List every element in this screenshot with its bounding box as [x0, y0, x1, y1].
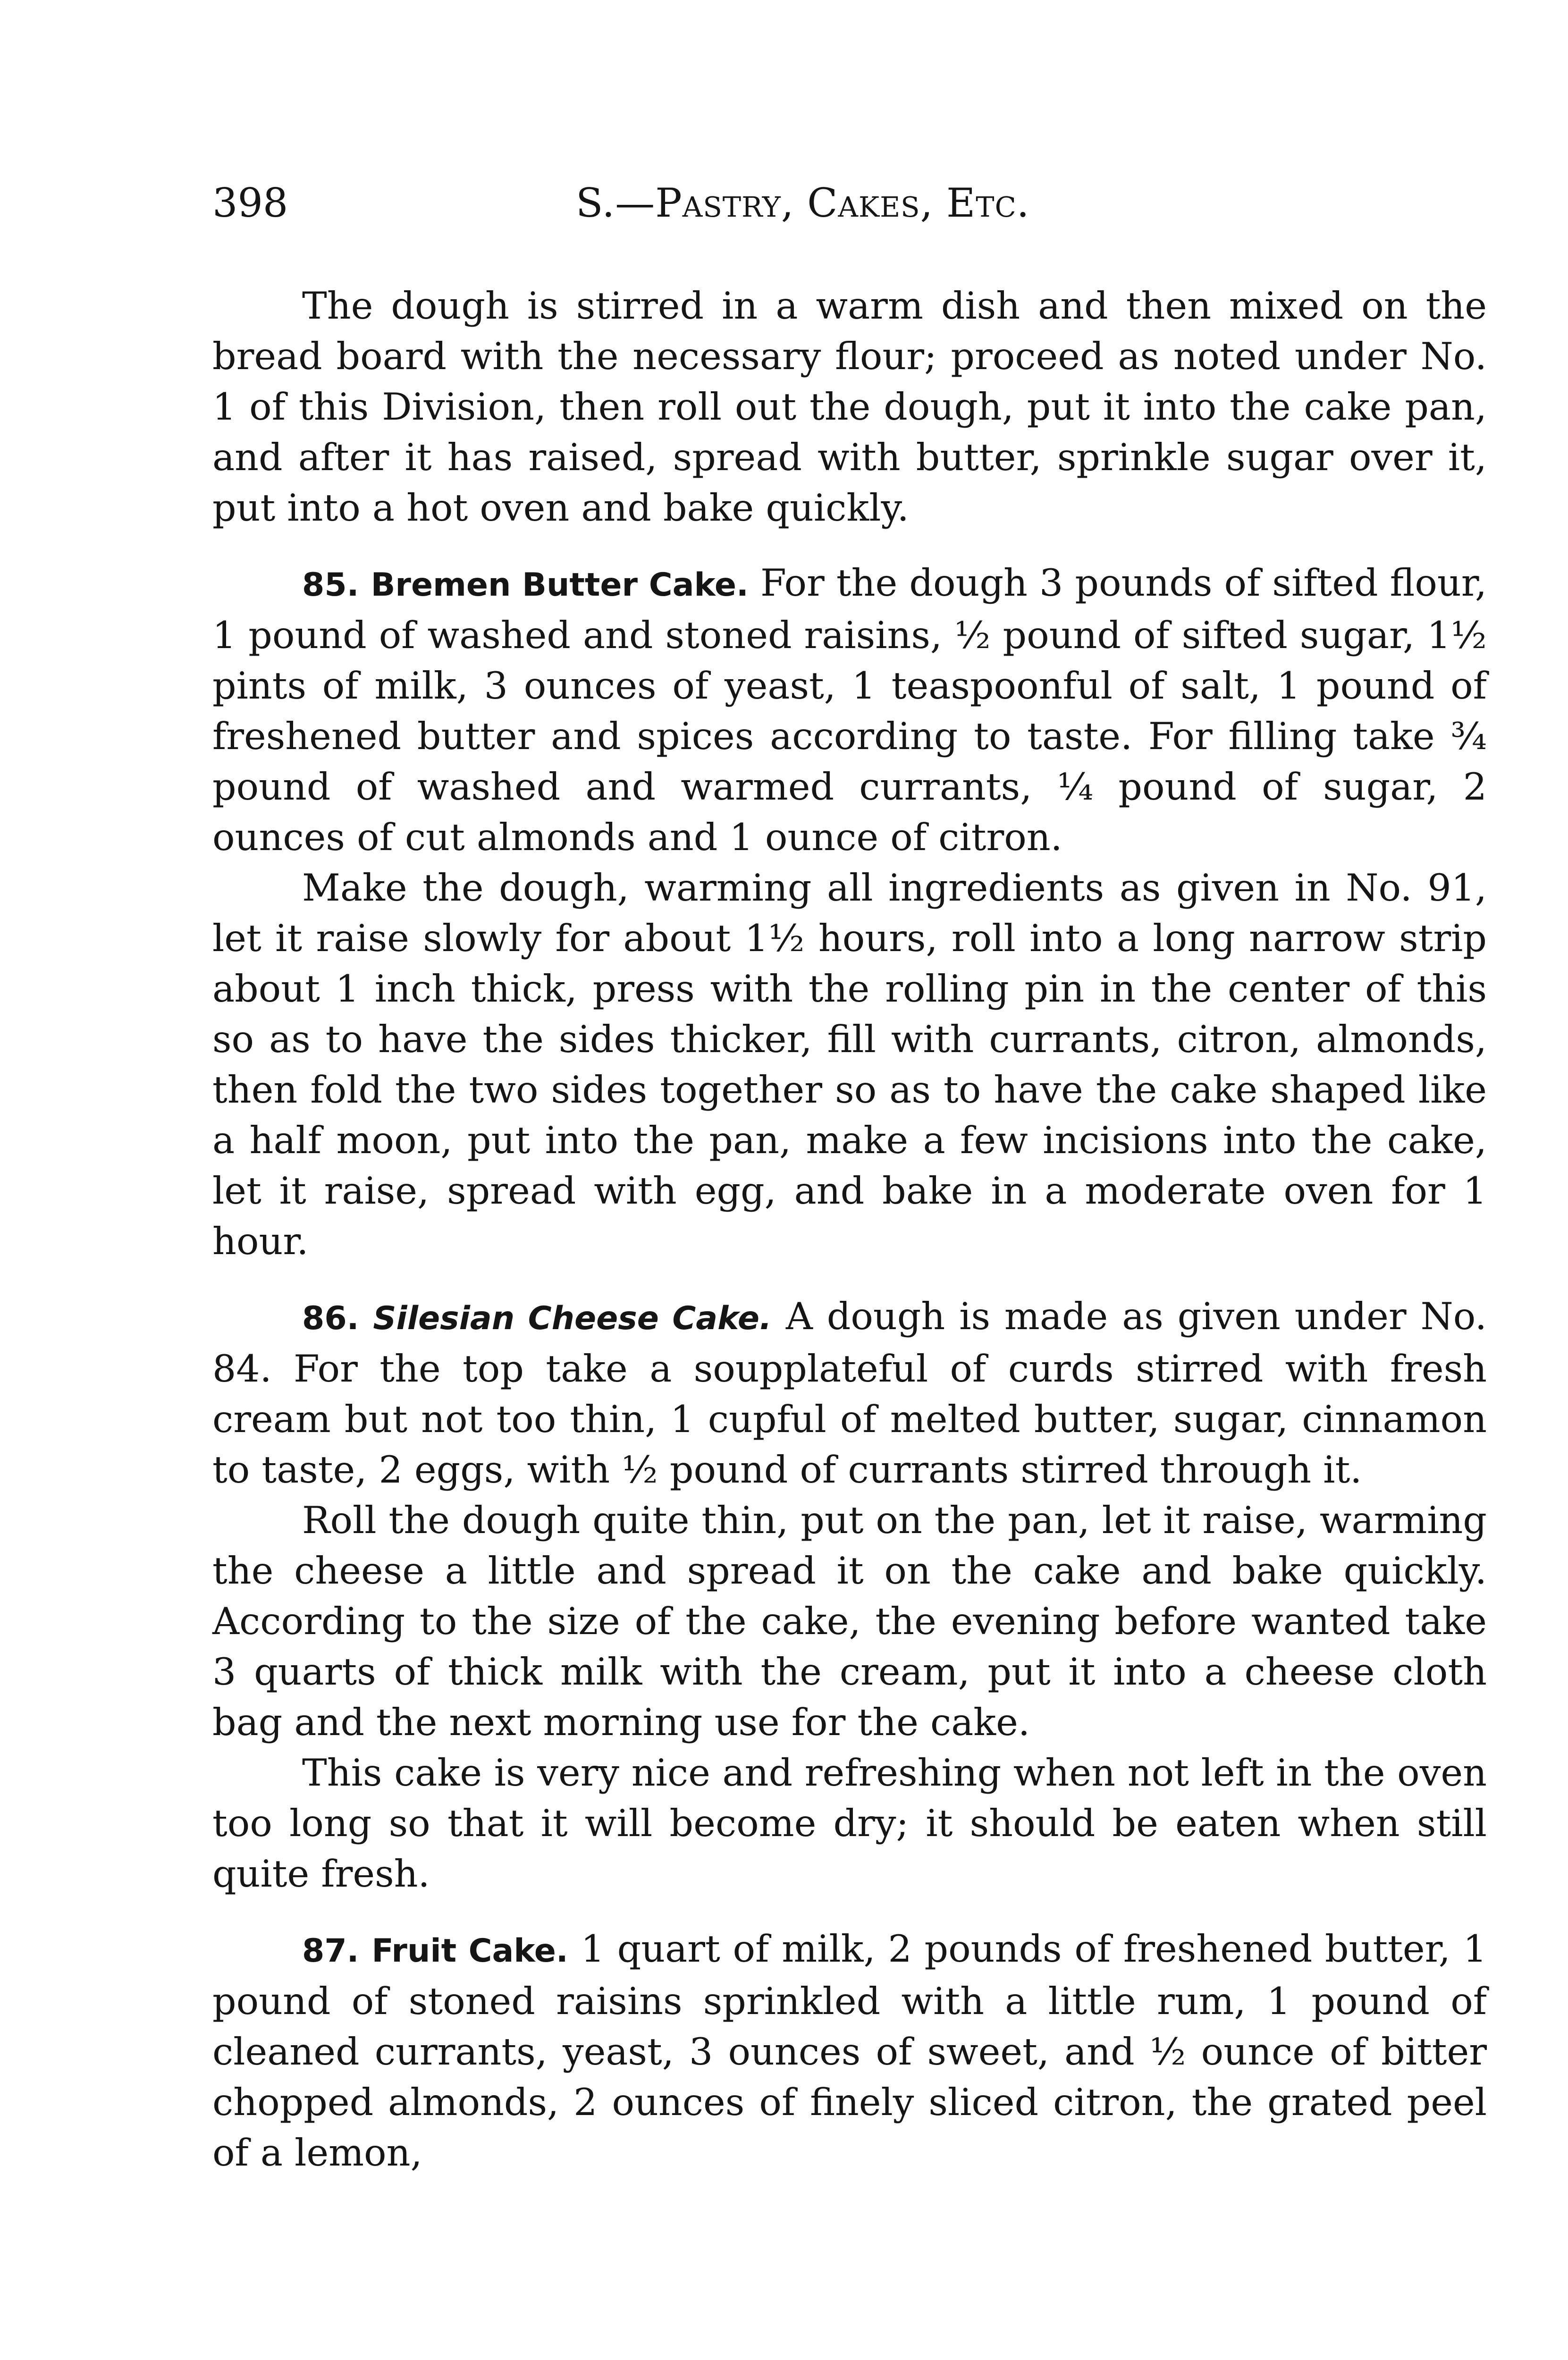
recipe-85 [212, 558, 1487, 1267]
recipe-number: 85. [302, 566, 359, 604]
recipe-86-paragraph-1 [212, 1291, 1487, 1495]
recipe-86-paragraph-3: This cake is very nice and refreshing when not left in the oven too long so that it will become dry; it should be eaten when still quite fresh. [212, 1751, 1487, 1896]
recipe-85-paragraph-1 [212, 558, 1487, 863]
recipe-86 [212, 1291, 1487, 1899]
page-number: 398 [212, 180, 288, 226]
book-page [212, 175, 1487, 2178]
recipe-text: 1 quart of milk, 2 pounds of freshened butter, 1 pound of stoned raisins sprinkled with a little rum, 1 pound of cleaned currants, yeast, 3 ounces of sweet, and ½ ounce of bitter chopped almonds, 2 ounces of finely sliced citron, the grated peel of a lemon, [212, 1927, 1487, 2175]
recipe-number: 86. [302, 1300, 359, 1337]
recipe-title: Silesian Cheese Cake. [373, 1300, 772, 1337]
recipe-title: Bremen Butter Cake. [371, 566, 749, 604]
recipe-title: Fruit Cake. [371, 1932, 568, 1970]
running-head [212, 175, 1487, 231]
recipe-text: A dough is made as given under No. 84. For the top take a soupplateful of curds stirred with fresh cream but not too thin, 1 cupful of melted butter, sugar, cinnamon to taste, 2 eggs, with ½ pound of currants stirred through it. [212, 1295, 1487, 1492]
section-title: S.—Pastry, Cakes, Etc. [576, 180, 1030, 226]
recipe-85-paragraph-2: Make the dough, warming all ingredients as given in No. 91, let it raise slowly for about 1½ hours, roll into a long narrow strip about 1 inch thick, press with the rolling pin in the center of this so as to have the sides thicker, fill with currants, citron, almonds, then fold the two sides together so as to have the cake shaped like a half moon, put into the pan, make a few incisions into the cake, let it raise, spread with egg, and bake in a moderate oven for 1 hour. [212, 866, 1487, 1263]
recipe-87-paragraph-1 [212, 1924, 1487, 2178]
recipe-text: For the dough 3 pounds of sifted flour, 1 pound of washed and stoned raisins, ½ pound of sifted sugar, 1½ pints of milk, 3 ounces of yeast, 1 teaspoonful of salt, 1 pound of freshened butter and spices according to taste. For filling take ¾ pound of washed and warmed currants, ¼ pound of sugar, 2 ounces of cut almonds and 1 ounce of citron. [212, 561, 1487, 859]
recipe-86-paragraph-2: Roll the dough quite thin, put on the pan, let it raise, warming the cheese a little and spread it on the cake and bake quickly. According to the size of the cake, the evening before wanted take 3 quarts of thick milk with the cream, put it into a cheese cloth bag and the next morning use for the cake. [212, 1499, 1487, 1744]
recipe-number: 87. [302, 1932, 359, 1970]
intro-paragraph: The dough is stirred in a warm dish and then mixed on the bread board with the necessary flour; proceed as noted under No. 1 of this Division, then roll out the dough, put it into the cake pan, and after it has raised, spread with butter, sprinkle sugar over it, put into a hot oven and bake quickly. [212, 284, 1487, 530]
recipe-87 [212, 1924, 1487, 2178]
